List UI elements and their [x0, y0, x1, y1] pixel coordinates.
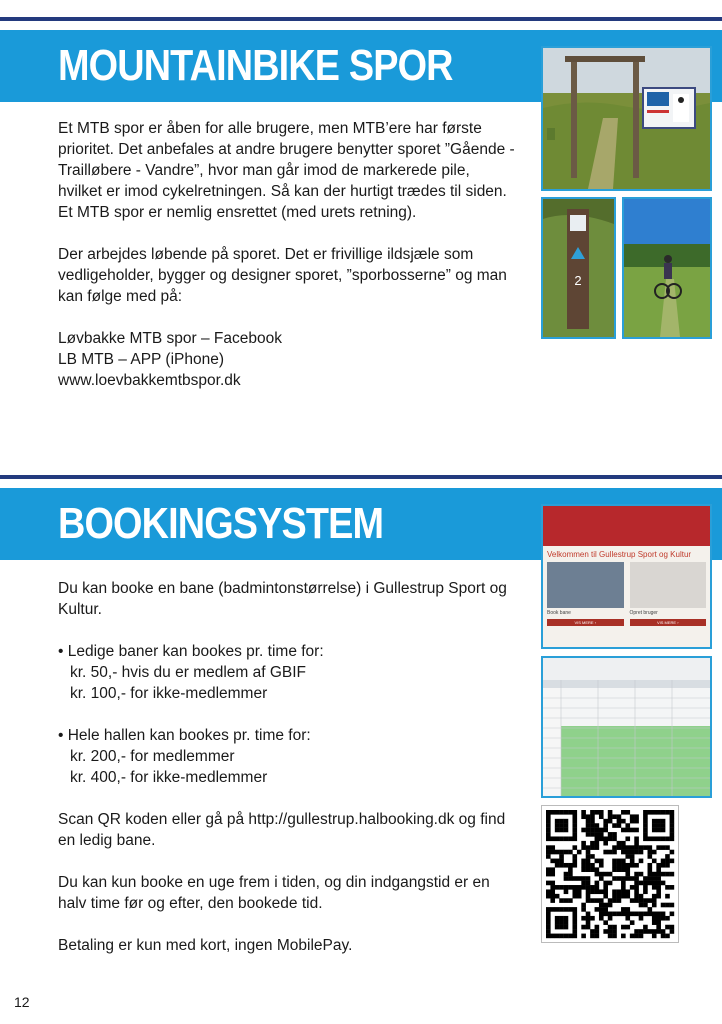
mtb-text [58, 118, 516, 391]
hall-price-member: kr. 200,- for medlemmer [70, 748, 235, 765]
site-card-button-2: VIS MERE › [630, 619, 707, 626]
mid-rule [0, 475, 722, 479]
qr-code [541, 805, 679, 943]
booking-title: BOOKINGSYSTEM [58, 499, 384, 548]
site-card-button-1: VIS MERE › [547, 619, 624, 626]
top-rule [0, 17, 722, 21]
payment-note: Betaling er kun med kort, ingen MobilePay. [58, 937, 353, 954]
price-member: kr. 50,- hvis du er medlem af GBIF [70, 664, 307, 681]
link-facebook: Løvbakke MTB spor – Facebook [58, 330, 282, 347]
site-card-label-1: Book bane [547, 610, 571, 616]
mtb-paragraph-1: Et MTB spor er åben for alle brugere, men MTB’ere har første prioritet. Det anbefales at andre brugere benytter sporet ”Gående - Trailløbere - Vandre”, hvor man går imod de markerede pile, hvilket er imod cykelretningen. Så kan der hurtigt trædes til siden. Et MTB spor er nemlig ensrettet (med urets retning). [58, 120, 515, 221]
site-header [543, 506, 710, 546]
link-app: LB MTB – APP (iPhone) [58, 351, 224, 368]
hall-price-nonmember: kr. 400,- for ikke-medlemmer [70, 769, 268, 786]
site-card-label-2: Opret bruger [629, 610, 658, 616]
booking-intro: Du kan booke en bane (badmintonstørrelse) i Gullestrup Sport og Kultur. [58, 580, 507, 618]
mtb-paragraph-2: Der arbejdes løbende på sporet. Det er frivillige ildsjæle som vedligeholder, bygger og designer sporet, ”sporbosserne” og man kan følge med på: [58, 246, 507, 305]
price-nonmember: kr. 100,- for ikke-medlemmer [70, 685, 268, 702]
qr-instruction: Scan QR koden eller gå på http://gullestrup.halbooking.dk og find en ledig bane. [58, 811, 506, 849]
mtb-title: MOUNTAINBIKE SPOR [58, 41, 453, 90]
site-card-image-1 [547, 562, 624, 608]
post-number: 2 [574, 273, 582, 288]
bullet-hall: • Hele hallen kan bookes pr. time for: [58, 727, 311, 744]
booking-site-screenshot [541, 504, 712, 649]
booking-calendar-screenshot [541, 656, 712, 798]
booking-text [58, 578, 516, 956]
photo-trail-marker [541, 197, 616, 339]
page-number: 12 [14, 994, 30, 1010]
site-card-image-2 [630, 562, 707, 608]
photo-trail-gate [541, 46, 712, 191]
advance-booking-note: Du kan kun booke en uge frem i tiden, og din indgangstid er en halv time før og efter, den bookede tid. [58, 874, 490, 912]
photo-cyclist [622, 197, 712, 339]
bullet-court: • Ledige baner kan bookes pr. time for: [58, 643, 324, 660]
link-website: www.loevbakkemtbspor.dk [58, 372, 241, 389]
site-welcome: Velkommen til Gullestrup Sport og Kultur [547, 550, 692, 559]
